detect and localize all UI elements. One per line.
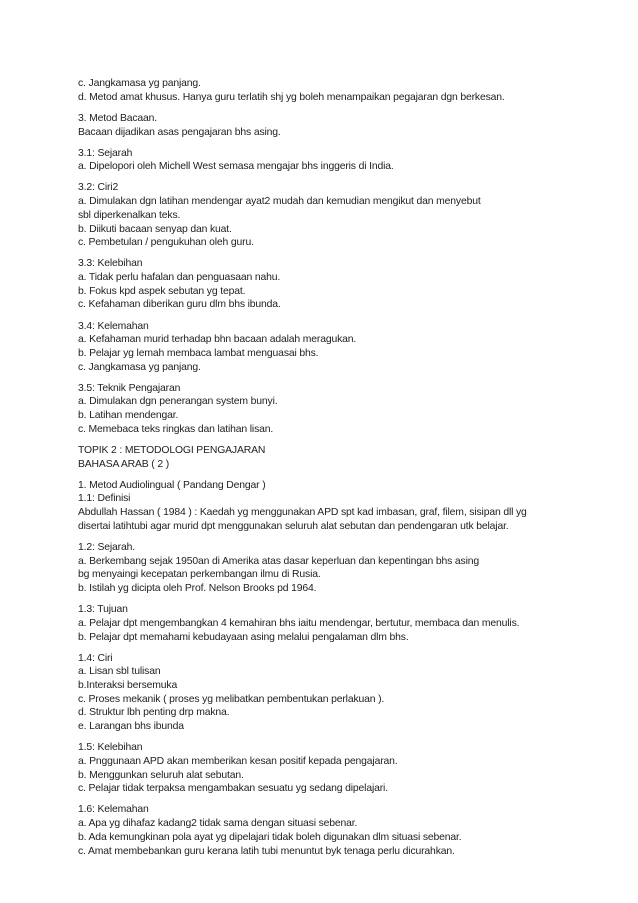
paragraph — [78, 479, 598, 534]
text-line: b.Interaksi bersemuka — [78, 680, 178, 692]
text-line: a. Kefahaman murid terhadap bhn bacaan adalah meragukan. — [78, 334, 357, 346]
paragraph — [78, 741, 598, 796]
text-line: 3. Metod Bacaan. — [78, 112, 158, 124]
text-line: 1.1: Definisi — [78, 493, 131, 505]
text-line: a. Pnggunaan APD akan memberikan kesan positif kepada pengajaran. — [78, 755, 398, 767]
text-line: a. Lisan sbl tulisan — [78, 666, 161, 678]
text-line: 1.6: Kelemahan — [78, 804, 149, 816]
paragraph — [78, 652, 598, 734]
text-line: BAHASA ARAB ( 2 ) — [78, 458, 170, 470]
text-line: 1.4: Ciri — [78, 652, 113, 664]
paragraph — [78, 77, 598, 104]
paragraph — [78, 257, 598, 312]
text-line: 3.4: Kelemahan — [78, 320, 149, 332]
text-line: d. Struktur lbh penting drp makna. — [78, 707, 230, 719]
text-line: c. Kefahaman diberikan guru dlm bhs ibunda. — [78, 299, 281, 311]
text-line: b. Latihan mendengar. — [78, 410, 179, 422]
text-line: sbl diperkenalkan teks. — [78, 209, 181, 221]
text-line: Abdullah Hassan ( 1984 ) : Kaedah yg menggunakan APD spt kad imbasan, graf, filem, sisipan dll yg — [78, 507, 527, 519]
text-line: b. Diikuti bacaan senyap dan kuat. — [78, 223, 232, 235]
text-line: b. Pelajar dpt memahami kebudayaan asing melalui pengalaman dlm bhs. — [78, 631, 409, 643]
text-line: c. Memebaca teks ringkas dan latihan lisan. — [78, 423, 274, 435]
text-line: 3.3: Kelebihan — [78, 258, 143, 270]
paragraph — [78, 603, 598, 644]
paragraph — [78, 112, 598, 139]
text-line: b. Istilah yg dicipta oleh Prof. Nelson Brooks pd 1964. — [78, 583, 317, 595]
text-line: 3.2: Ciri2 — [78, 182, 119, 194]
text-line: c. Jangkamasa yg panjang. — [78, 361, 201, 373]
text-line: Bacaan dijadikan asas pengajaran bhs asing. — [78, 126, 281, 138]
document-body — [78, 77, 598, 866]
text-line: b. Menggunkan seluruh alat sebutan. — [78, 769, 244, 781]
text-line: TOPIK 2 : METODOLOGI PENGAJARAN — [78, 444, 266, 456]
text-line: d. Metod amat khusus. Hanya guru terlatih shj yg boleh menampaikan pegajaran dgn berkesan. — [78, 91, 505, 103]
text-line: c. Amat membebankan guru kerana latih tubi menuntut byk tenaga perlu dicurahkan. — [78, 845, 455, 857]
text-line: bg menyaingi kecepatan perkembangan ilmu di Rusia. — [78, 569, 321, 581]
text-line: a. Pelajar dpt mengembangkan 4 kemahiran bhs iaitu mendengar, bertutur, membaca dan menulis. — [78, 617, 520, 629]
text-line: a. Apa yg dihafaz kadang2 tidak sama dengan situasi sebenar. — [78, 818, 358, 830]
text-line: b. Ada kemungkinan pola ayat yg dipelajari tidak boleh digunakan dlm situasi sebenar. — [78, 831, 462, 843]
text-line: a. Dipelopori oleh Michell West semasa mengajar bhs inggeris di India. — [78, 161, 394, 173]
text-line: c. Proses mekanik ( proses yg melibatkan pembentukan perlakuan ). — [78, 693, 385, 705]
text-line: 1.2: Sejarah. — [78, 541, 135, 553]
text-line: 3.5: Teknik Pengajaran — [78, 382, 181, 394]
text-line: a. Tidak perlu hafalan dan penguasaan nahu. — [78, 272, 281, 283]
text-line: a. Dimulakan dgn penerangan system bunyi. — [78, 396, 278, 408]
text-line: c. Pelajar tidak terpaksa mengambakan sesuatu yg sedang dipelajari. — [78, 783, 388, 795]
text-line: e. Larangan bhs ibunda — [78, 721, 184, 733]
paragraph — [78, 382, 598, 437]
text-line: 1.3: Tujuan — [78, 604, 128, 616]
text-line: a. Berkembang sejak 1950an di Amerika atas dasar keperluan dan kepentingan bhs asing — [78, 555, 479, 567]
paragraph — [78, 444, 598, 471]
text-line: 1.5: Kelebihan — [78, 742, 143, 754]
paragraph — [78, 541, 598, 596]
text-line: b. Fokus kpd aspek sebutan yg tepat. — [78, 285, 246, 297]
text-line: disertai latihtubi agar murid dpt menggunakan seluruh alat sebutan dan pendengaran utk belajar. — [78, 520, 509, 532]
text-line: b. Pelajar yg lemah membaca lambat menguasai bhs. — [78, 347, 319, 359]
text-line: 3.1: Sejarah — [78, 147, 133, 159]
text-line: c. Jangkamasa yg panjang. — [78, 78, 201, 89]
paragraph — [78, 181, 598, 250]
paragraph — [78, 803, 598, 858]
paragraph — [78, 147, 598, 174]
text-line: c. Pembetulan / pengukuhan oleh guru. — [78, 237, 254, 249]
text-line: 1. Metod Audiolingual ( Pandang Dengar ) — [78, 479, 266, 491]
paragraph — [78, 320, 598, 375]
text-line: a. Dimulakan dgn latihan mendengar ayat2 mudah dan kemudian mengikut dan menyebut — [78, 196, 481, 208]
